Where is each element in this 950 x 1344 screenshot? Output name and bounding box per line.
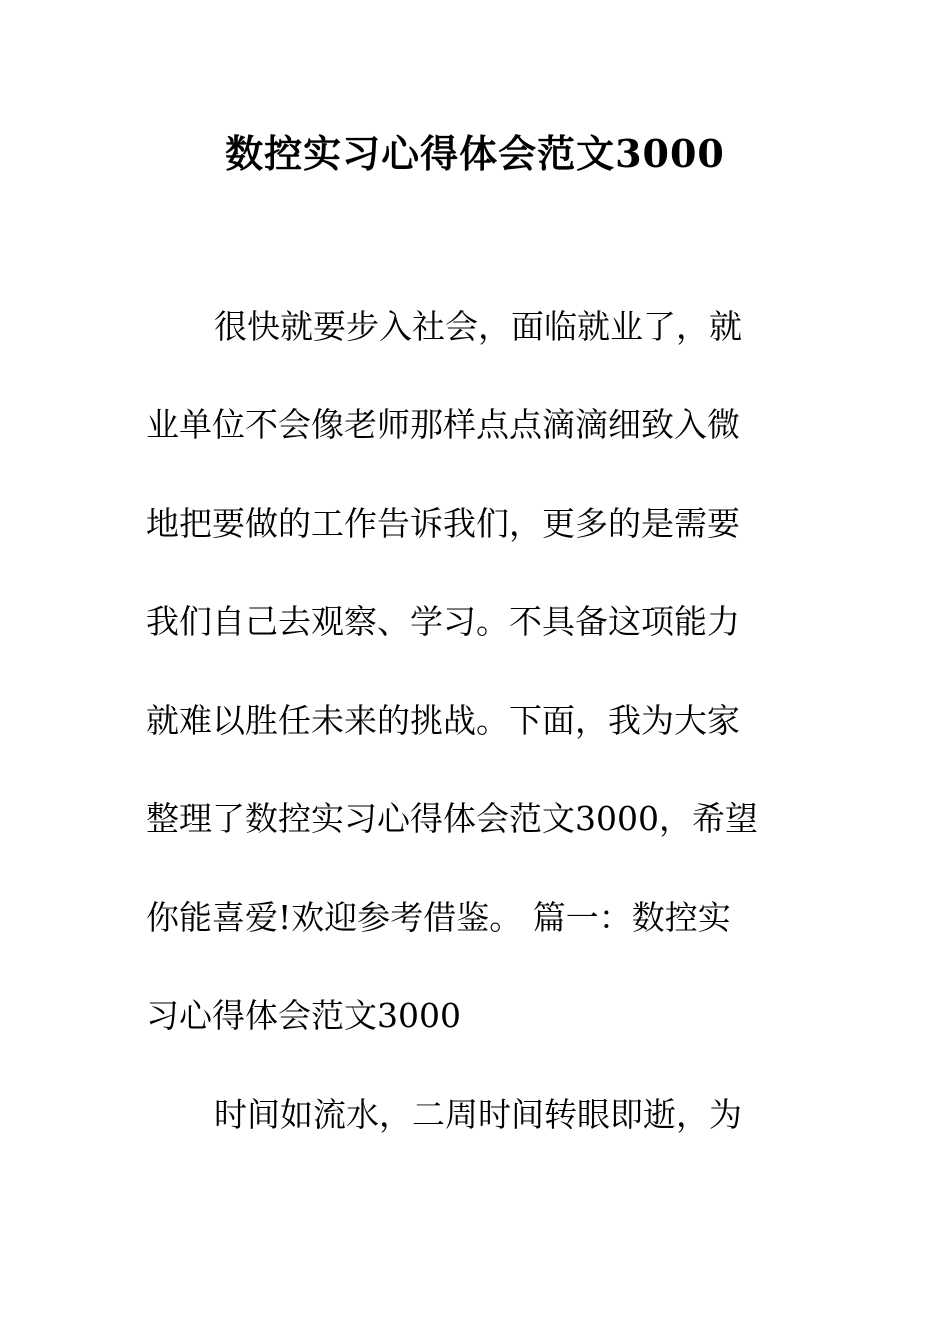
paragraph-line: 你能喜爱!欢迎参考借鉴。 篇一：数控实 [146,898,731,937]
paragraph-line: 就难以胜任未来的挑战。下面，我为大家 [146,701,740,740]
paragraph-line: 我们自己去观察、学习。不具备这项能力 [146,602,740,641]
paragraph-line: 业单位不会像老师那样点点滴滴细致入微 [146,405,740,444]
paragraph-line: 时间如流水，二周时间转眼即逝，为 [214,1095,742,1134]
document-title: 数控实习心得体会范文3000 [225,131,725,176]
paragraph-line: 整理了数控实习心得体会范文3000，希望 [146,799,758,838]
paragraph-line: 习心得体会范文3000 [146,996,461,1035]
paragraph-line: 地把要做的工作告诉我们，更多的是需要 [146,504,740,543]
paragraph-line: 很快就要步入社会，面临就业了，就 [214,307,742,346]
